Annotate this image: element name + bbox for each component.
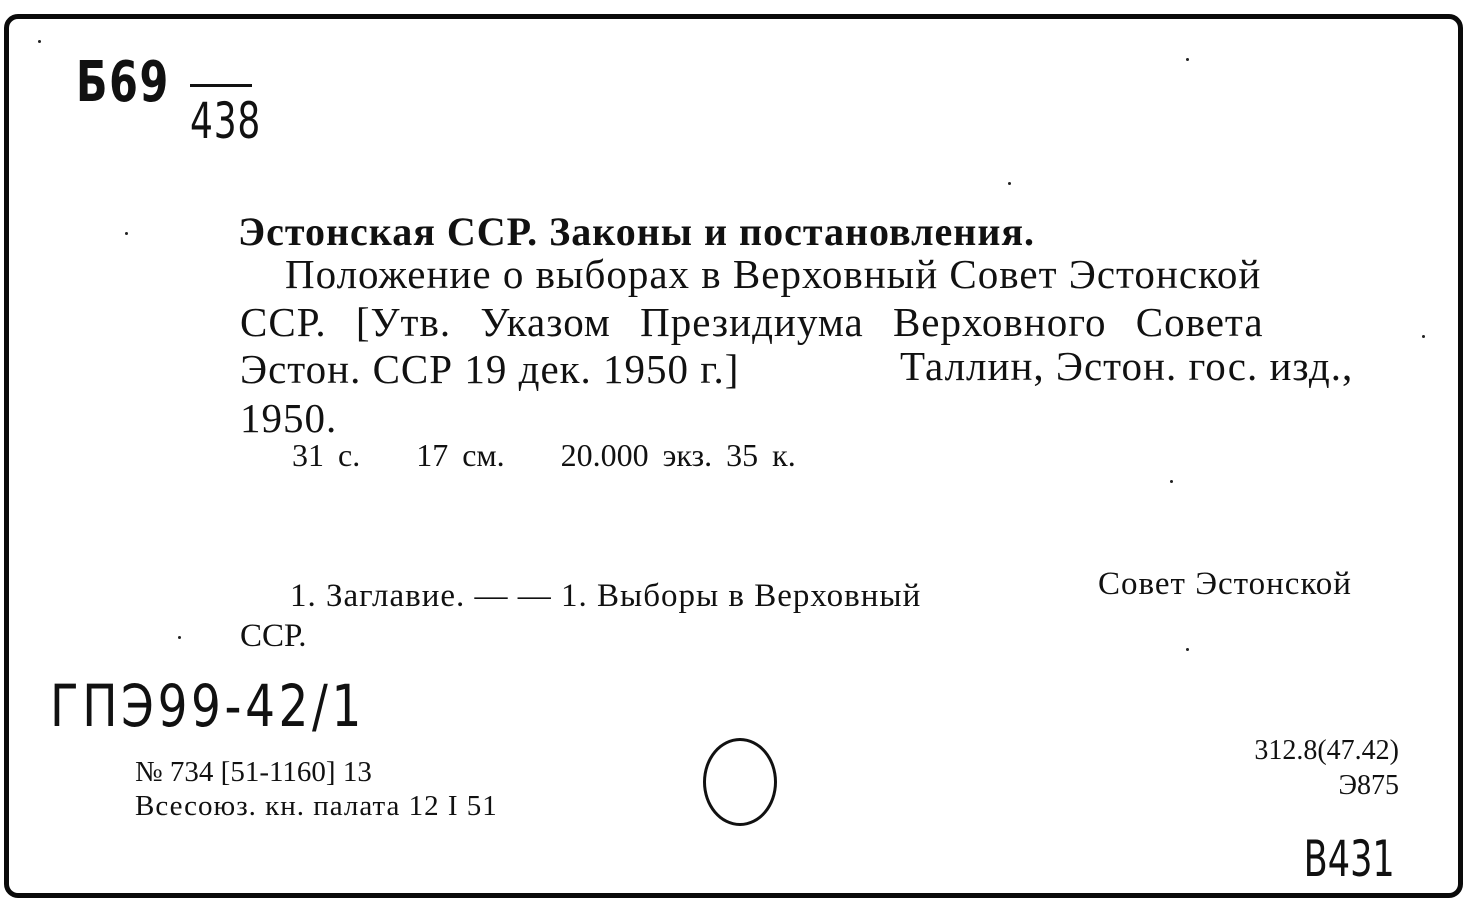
handwritten-code: В431 [1303, 830, 1395, 888]
title-line-1: Положение о выборах в Верховный Совет Эстонской [285, 251, 1262, 297]
tracing-line-2: ССР. [240, 618, 307, 654]
speck [178, 636, 181, 639]
book-chamber-line: Всесоюз. кн. палата 12 I 51 [135, 790, 498, 822]
tracing-left: 1. Заглавие. — — 1. Выборы в Верховный [290, 578, 922, 614]
card-number: № 734 [51-1160] 13 [135, 756, 372, 788]
speck [125, 232, 128, 235]
speck [1186, 648, 1189, 651]
title-line-3: Эстон. ССР 19 дек. 1950 г.] [240, 346, 740, 392]
collation: 31 с. 17 см. 20.000 экз. 35 к. [292, 437, 796, 473]
inventory-code: ГПЭ99-42/1 [50, 672, 365, 740]
speck [1422, 335, 1425, 338]
title-line-4: 1950. [240, 395, 338, 441]
card-heading: Эстонская ССР. Законы и постановления. [238, 209, 1036, 254]
shelf-mark-divider [190, 84, 252, 87]
shelf-mark-main: Б69 [76, 50, 170, 115]
speck [1008, 182, 1011, 185]
speck [38, 40, 41, 43]
classification-code: 312.8(47.42) [1254, 735, 1399, 766]
imprint: Таллин, Эстон. гос. изд., [900, 343, 1354, 389]
speck [1186, 58, 1189, 61]
tracing-right: Совет Эстонской [1098, 566, 1352, 602]
circle-stamp [703, 738, 777, 826]
shelf-mark-sub: 438 [190, 92, 262, 150]
speck [1170, 480, 1173, 483]
title-line-2: ССР. [Утв. Указом Президиума Верховного Совета [240, 299, 1264, 345]
author-mark: Э875 [1338, 770, 1399, 801]
